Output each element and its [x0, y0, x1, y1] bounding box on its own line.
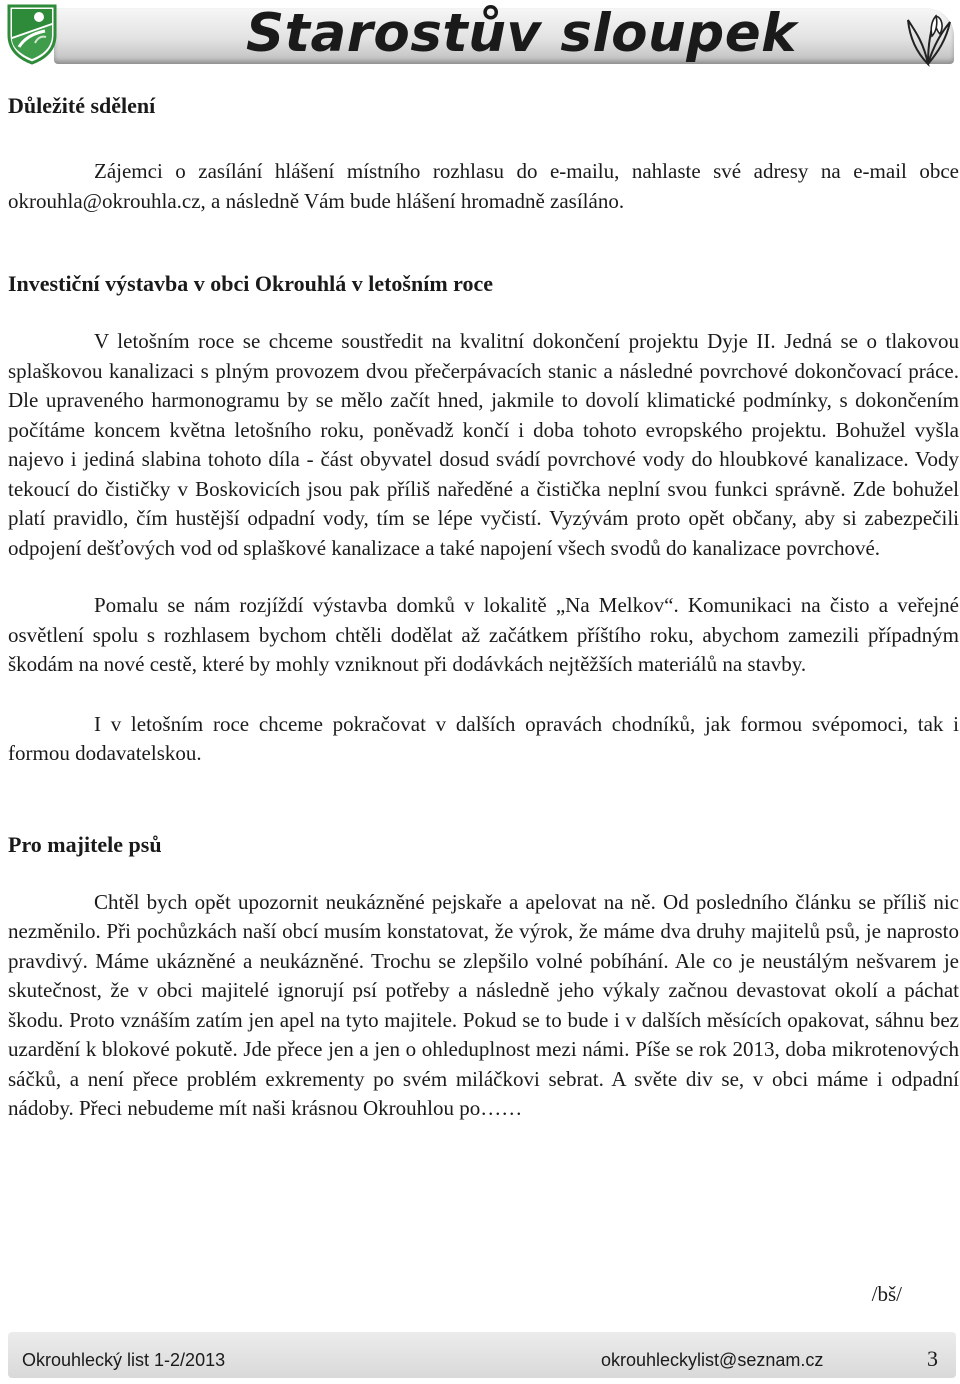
contact-email: okrouhleckylist@seznam.cz: [601, 1350, 824, 1370]
page-header: [0, 0, 960, 72]
section-heading-investment: Investiční výstavba v obci Okrouhlá v letošním roce: [8, 271, 494, 296]
dog-owners-paragraph: Chtěl bych opět upozornit neukázněné pejskaře a apelovat na ně. Od posledního článku se příliš nic nezměnilo. Při pochůzkách naší obcí musím konstatovat, že výrok, že máme dva druhy majitelů psů, je naprosto pravdivý. Máme ukázněné a neukázněné. Trochu se zlepšilo volné pobíhání. Ale co je neustálým nešvarem je skutečnost, že v obci majitelé ignorují psí potřeby a následně jeho výkaly začnou devastovat okolí a páchat škodu. Proto vznáším zatím jen apel na tyto majitele. Pokud se to bude i v dalších měsících opakovat, sáhnu bez uzardění k blokové pokutě. Jde přece jen a jen o ohleduplnost mezi námi. Píše se rok 2013, doba mikrotenových sáčků, a není přece problém exkrementy po svém miláčkovi sebrat. A světe div se, v obci máme i odpadní nádoby. Přeci nebudeme mít naši krásnou Okrouhlou po……: [8, 889, 959, 1120]
investment-paragraph-sewer: V letošním roce se chceme soustředit na kvalitní dokončení projektu Dyje II. Jedná se o tlakovou splaškovou kanalizaci s plným provozem dvou přečerpávacích stanic a následné povrchové dokončovací práce. Dle upraveného harmonogramu by se mělo začít hned, jakmile to dovolí klimatické podmínky, s dokončením počítáme koncem května letošního roku, poněvadž končí i doba tohoto evropského projektu. Bohužel vyšla najevo i jediná slabina tohoto díla - část obyvatel dosud svádí povrchové vody do hloubkové kanalizace. Vody tekoucí do čističky v Boskovicích jsou pak příliš naředěné a čistička neplní svou funkci správně. Zde bohužel platí pravidlo, čím hustější odpadní vody, tím se lépe vyčistí. Vyzývám proto opět občany, aby si zabezpečili odpojení dešťových vod od splaškové kanalizace a také napojení všech svodů do kanalizace povrchové.: [8, 329, 959, 560]
email-notice-paragraph: Zájemci o zasílání hlášení místního rozhlasu do e-mailu, nahlaste své adresy na e-mail obce okrouhla@okrouhla.cz, a následně Vám bude hlášení hromadně zasíláno.: [8, 159, 959, 213]
author-signature: /bš/: [871, 1282, 902, 1306]
section-heading-dogs: Pro majitele psů: [8, 831, 162, 857]
article-content: [8, 92, 959, 1124]
page-footer: [8, 1332, 956, 1378]
page-number: 3: [927, 1346, 938, 1371]
municipality-crest-icon: [5, 3, 59, 65]
section-heading-important: Důležité sdělení: [8, 93, 156, 118]
publication-issue: Okrouhlecký list 1-2/2013: [22, 1350, 226, 1370]
page-title: Starostův sloupek: [246, 3, 797, 64]
snowdrop-flower-icon: [902, 6, 954, 68]
investment-paragraph-sidewalks: I v letošním roce chceme pokračovat v dalších opravách chodníků, jak formou svépomoci, tak i formou dodavatelskou.: [8, 711, 959, 765]
investment-paragraph-housing: Pomalu se nám rozjíždí výstavba domků v lokalitě „Na Melkov“. Komunikaci na čisto a veřejné osvětlení spolu s rozhlasem bychom chtěli dodělat až začátkem příštího roku, abychom zamezili případným škodám na nové cestě, které by mohly vzniknout při dodávkách nejtěžších materiálů na stavby.: [8, 593, 959, 676]
